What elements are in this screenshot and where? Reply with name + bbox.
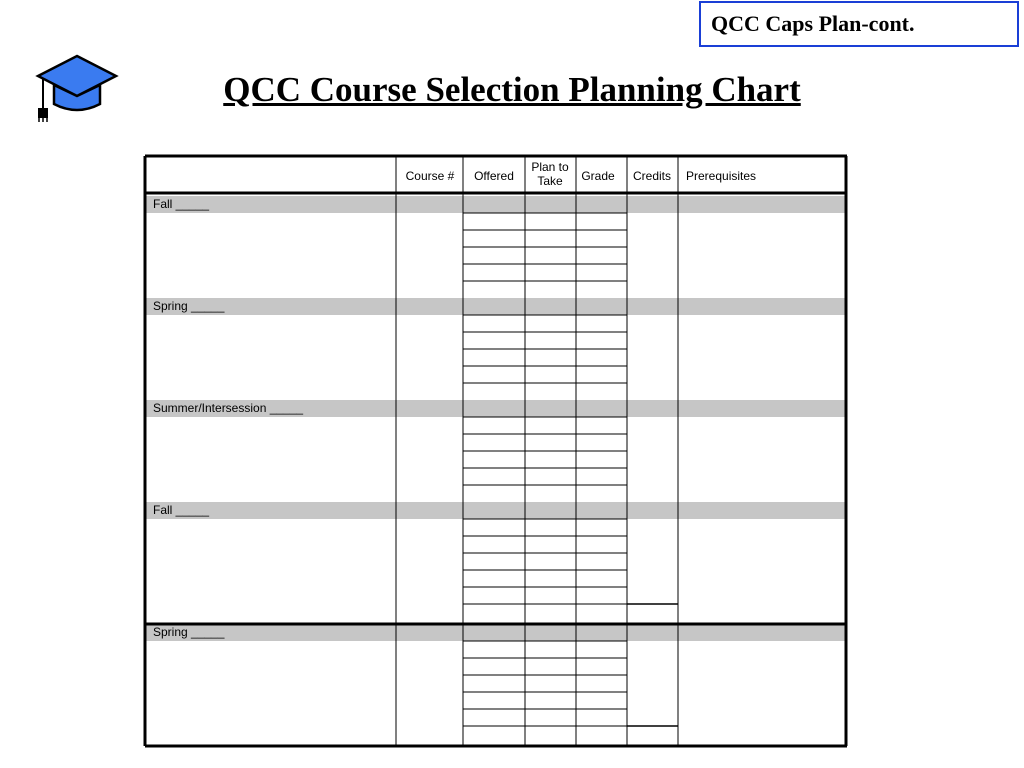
column-header: Course # <box>405 169 455 183</box>
term-label: Fall _____ <box>153 503 210 517</box>
column-header: Prerequisites <box>686 169 757 183</box>
term-label: Summer/Intersession _____ <box>153 401 304 415</box>
column-header: Grade <box>581 169 615 183</box>
term-band-4 <box>145 502 847 519</box>
term-label: Spring _____ <box>153 625 225 639</box>
term-label: Spring _____ <box>153 299 225 313</box>
term-band-5 <box>145 624 847 641</box>
term-band-2 <box>145 298 847 315</box>
column-header: Credits <box>632 169 671 183</box>
term-label: Fall _____ <box>153 197 210 211</box>
term-band-1 <box>145 196 847 213</box>
column-header: Plan to Take <box>531 160 569 188</box>
page-title: QCC Course Selection Planning Chart <box>223 70 801 109</box>
slide-tag: QCC Caps Plan-cont. <box>699 1 1019 47</box>
column-header: Offered <box>474 169 514 183</box>
